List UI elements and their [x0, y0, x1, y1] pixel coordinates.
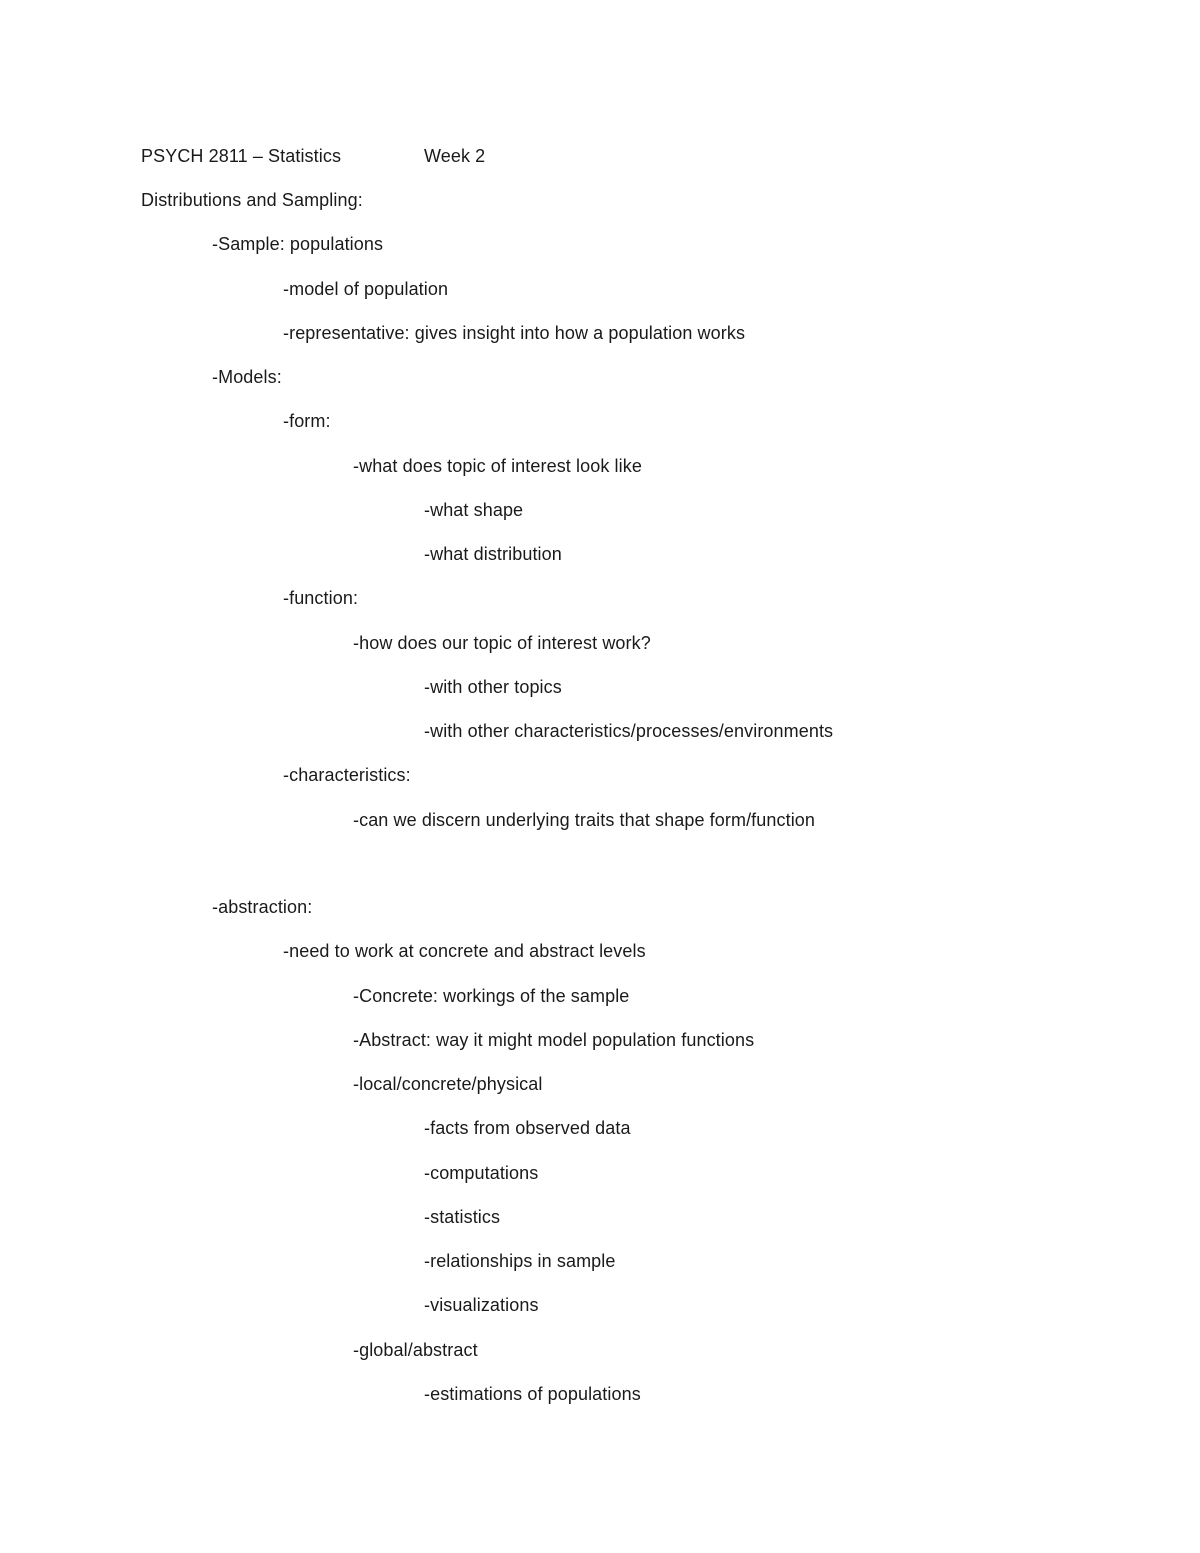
- note-function: -function:: [283, 588, 359, 608]
- note-local-facts: -facts from observed data: [424, 1118, 631, 1138]
- note-form-what: -what does topic of interest look like: [353, 456, 642, 476]
- course-title: PSYCH 2811 – Statistics: [141, 146, 342, 166]
- note-local-computations: -computations: [424, 1163, 539, 1183]
- note-abstraction: -abstraction:: [212, 897, 313, 917]
- note-function-topics: -with other topics: [424, 677, 562, 697]
- note-models: -Models:: [212, 367, 282, 387]
- note-local-relationships: -relationships in sample: [424, 1251, 616, 1271]
- note-function-how: -how does our topic of interest work?: [353, 633, 651, 653]
- note-sample-representative: -representative: gives insight into how a population works: [283, 323, 746, 343]
- note-form-shape: -what shape: [424, 500, 524, 520]
- note-sample-model: -model of population: [283, 279, 449, 299]
- note-abstraction-levels: -need to work at concrete and abstract levels: [283, 941, 646, 961]
- week-label: Week 2: [424, 146, 486, 166]
- note-concrete: -Concrete: workings of the sample: [353, 986, 630, 1006]
- note-characteristics-discern: -can we discern underlying traits that shape form/function: [353, 810, 816, 830]
- note-abstract: -Abstract: way it might model population functions: [353, 1030, 755, 1050]
- note-sample: -Sample: populations: [212, 234, 384, 254]
- note-local-statistics: -statistics: [424, 1207, 501, 1227]
- note-local-visualizations: -visualizations: [424, 1295, 539, 1315]
- note-characteristics: -characteristics:: [283, 765, 411, 785]
- note-form-distribution: -what distribution: [424, 544, 562, 564]
- note-function-characteristics: -with other characteristics/processes/environments: [424, 721, 834, 741]
- note-global: -global/abstract: [353, 1340, 478, 1360]
- note-local: -local/concrete/physical: [353, 1074, 543, 1094]
- note-form: -form:: [283, 411, 331, 431]
- section-heading: Distributions and Sampling:: [141, 190, 363, 210]
- note-global-estimations: -estimations of populations: [424, 1384, 641, 1404]
